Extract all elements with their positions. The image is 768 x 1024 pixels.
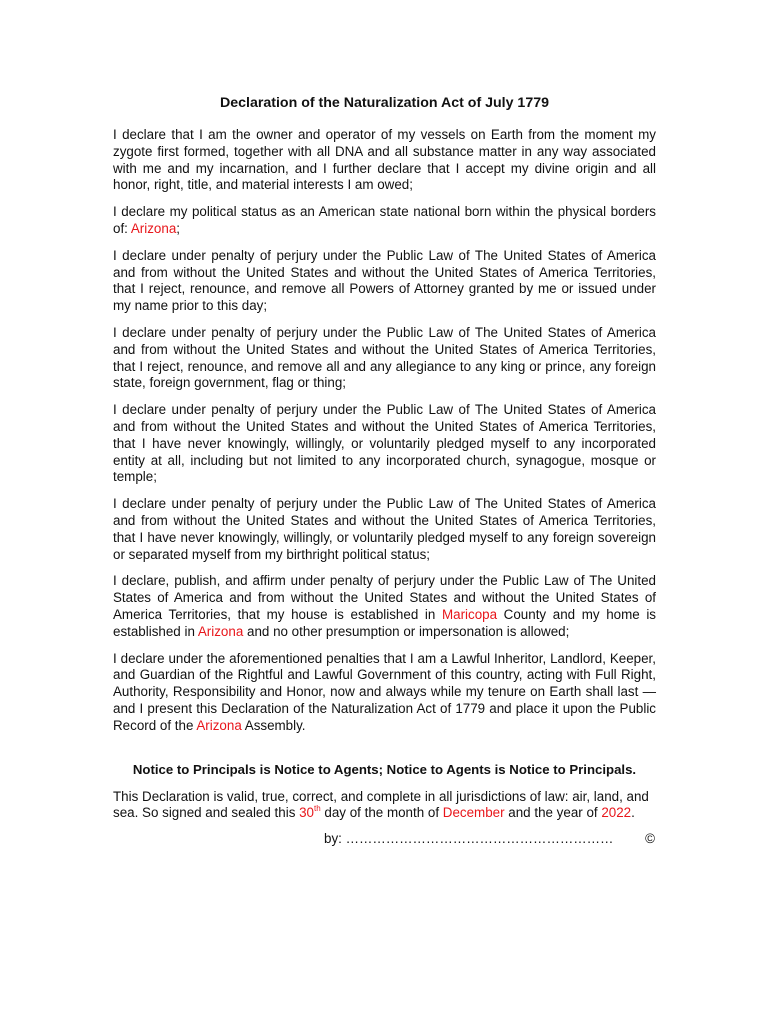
paragraph-powers-of-attorney: I declare under penalty of perjury under the Public Law of The United States of America and from without the United States and without the United States of America Territories, that I reject, renounce, and remove all Powers of Attorney granted by me or issued under my name prior to this day; bbox=[113, 247, 656, 314]
paragraph-lawful-inheritor bbox=[113, 651, 656, 735]
paragraph-text: . bbox=[631, 805, 635, 821]
paragraph-ownership: I declare that I am the owner and operator of my vessels on Earth from the moment my zygote first formed, together with all DNA and all substance matter in any way associated with me and my incarnation, and I further declare that I accept my divine origin and all honor, right, title, and material interests I am owed; bbox=[113, 127, 656, 193]
document-title: Declaration of the Naturalization Act of July 1779 bbox=[219, 95, 549, 111]
paragraph-foreign-sovereign: I declare under penalty of perjury under the Public Law of The United States of America and from without the United States and without the United States of America Territories, that I have never knowingly, willingly, or voluntarily pledged myself to any foreign sovereign or separated myself from my birthright political status; bbox=[113, 496, 656, 562]
paragraph-text: I declare, publish, and affirm under penalty of perjury under the Public Law of The United States of America and from without the United States and without the United States of America Territories, that my house is established in bbox=[113, 573, 656, 622]
signature-label: by: …………………………………………………… bbox=[324, 831, 614, 847]
paragraph-text: This Declaration is valid, true, correct, and complete in all jurisdictions of law: air, land, and sea. So signed and sealed this bbox=[113, 788, 649, 821]
state-name: Arizona bbox=[130, 220, 177, 236]
paragraph-text: and the year of bbox=[504, 805, 602, 821]
signing-year: 2022 bbox=[601, 805, 632, 821]
notice-heading: Notice to Principals is Notice to Agents; Notice to Agents is Notice to Principals. bbox=[132, 761, 637, 777]
signing-day bbox=[299, 805, 321, 820]
paragraph-text: County and my home is established in bbox=[113, 606, 657, 639]
copyright-symbol: © bbox=[645, 831, 655, 847]
signing-month: December bbox=[442, 805, 505, 821]
document-page bbox=[113, 0, 656, 849]
paragraph-text: I declare my political status as an American state national born within the physical borders of: bbox=[113, 204, 656, 236]
signature-line bbox=[113, 831, 656, 849]
paragraph-text: Assembly. bbox=[241, 717, 306, 733]
state-name: Arizona bbox=[197, 623, 244, 639]
paragraph-incorporated-entity: I declare under penalty of perjury under the Public Law of The United States of America and from without the United States and without the United States of America Territories, that I have never knowingly, willingly, or voluntarily pledged myself to any incorporated entity at all, including but not limited to any incorporated church, synagogue, mosque or temple; bbox=[113, 402, 656, 485]
paragraph-allegiance: I declare under penalty of perjury under the Public Law of The United States of America and from without the United States and without the United States of America Territories, that I reject, renounce, and remove all and any allegiance to any king or prince, any foreign state, foreign government, flag or thing; bbox=[113, 324, 656, 391]
signing-day-suffix: th bbox=[314, 803, 321, 813]
county-name: Maricopa bbox=[441, 606, 498, 622]
paragraph-text: and no other presumption or impersonation is allowed; bbox=[243, 623, 570, 639]
paragraph-political-status bbox=[113, 204, 656, 238]
paragraph-validity bbox=[113, 789, 656, 823]
paragraph-residence bbox=[113, 573, 656, 640]
paragraph-text: ; bbox=[176, 220, 181, 236]
signing-day-number: 30 bbox=[299, 805, 315, 821]
paragraph-text: day of the month of bbox=[320, 805, 443, 821]
paragraph-text: I declare under the aforementioned penalties that I am a Lawful Inheritor, Landlord, Keeper, and Guardian of the Rightful and Lawful Government of this country, acting with Full Right, Authority, Responsibility and Honor, now and always while my tenure on Earth shall last — and I present this Declaration of the Naturalization Act of 1779 and place it upon the Public Record of the bbox=[113, 650, 656, 733]
state-name: Arizona bbox=[196, 717, 242, 733]
